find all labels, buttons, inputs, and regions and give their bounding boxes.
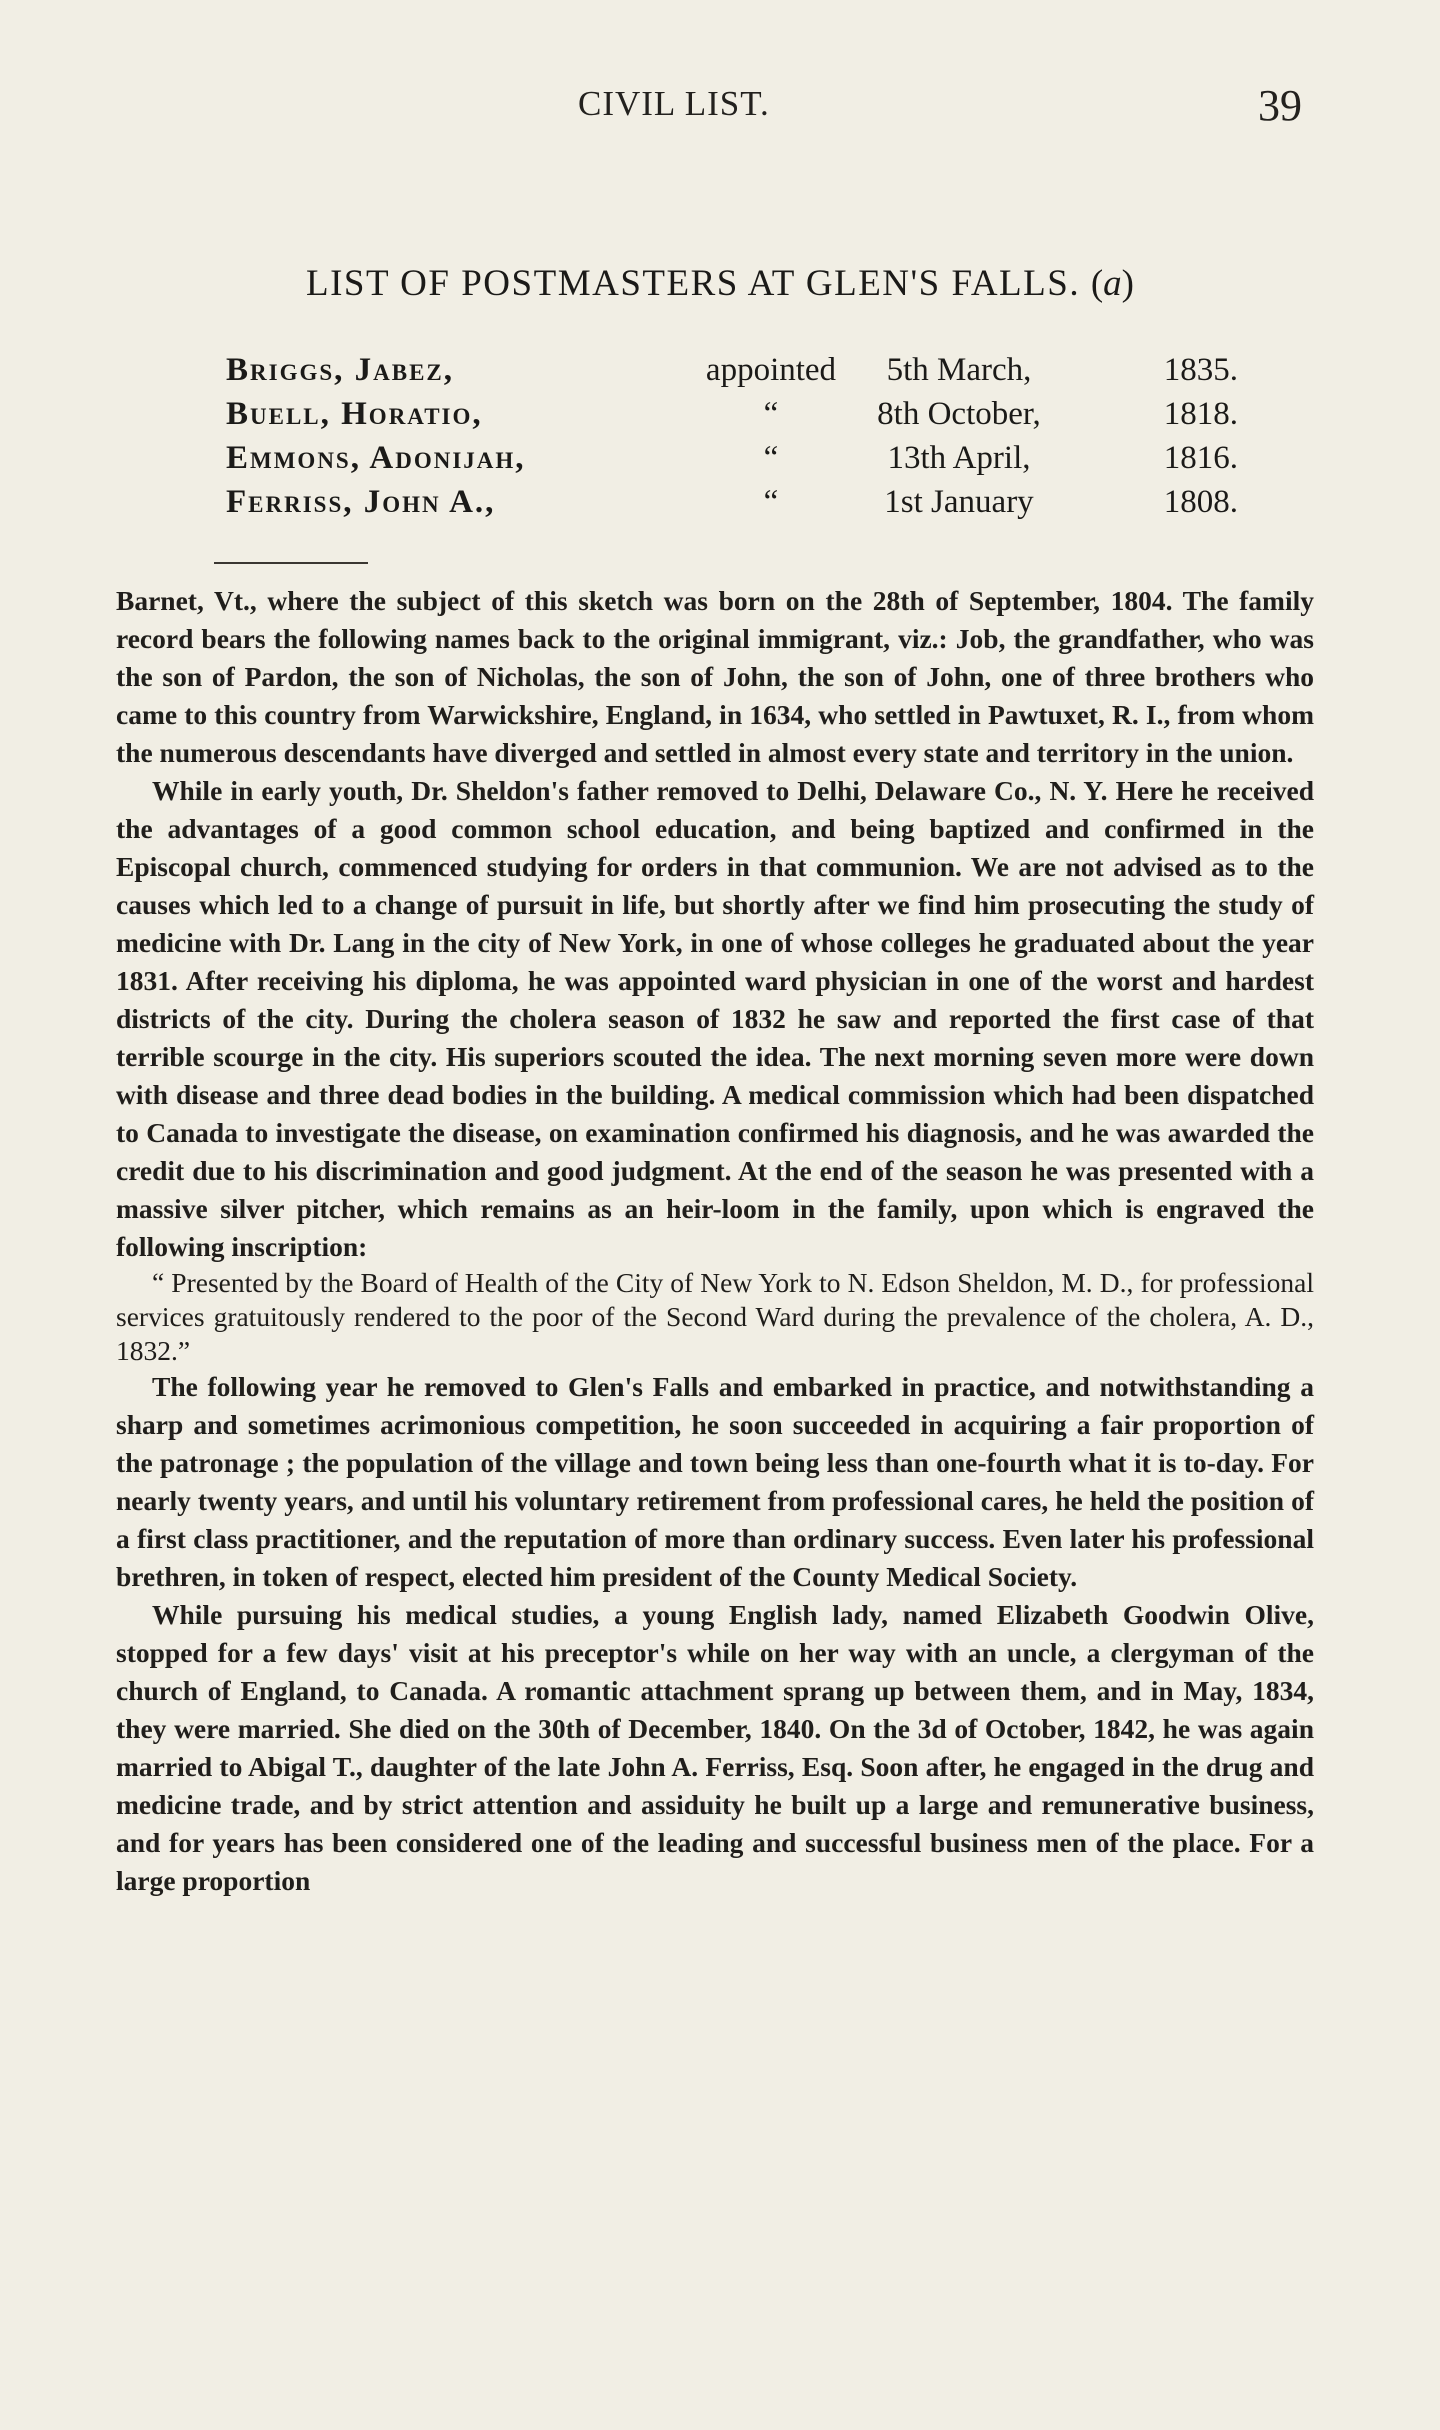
table-row [226, 396, 1246, 440]
paragraph: While in early youth, Dr. Sheldon's father removed to Delhi, Delaware Co., N. Y. Here he received the advantages of a good common school education, and being baptized and confirmed in the Episcopal church, commenced studying for orders in that communion. We are not advised as to the causes which led to a change of pursuit in life, but shortly after we find him prosecuting the study of medicine with Dr. Lang in the city of New York, in one of whose colleges he graduated about the year 1831. After receiving his diploma, he was appointed ward physician in one of the worst and hardest districts of the city. During the cholera season of 1832 he saw and reported the first case of that terrible scourge in the city. His superiors scouted the idea. The next morning seven more were down with disease and three dead bodies in the building. A medical commission which had been dispatched to Canada to investigate the disease, on examination confirmed his diagnosis, and he was awarded the credit due to his discrimination and good judgment. At the end of the season he was presented with a massive silver pitcher, which remains as an heir-loom in the family, upon which is engraved the following inscription: [116, 775, 1314, 1262]
footnote-letter: a [1103, 263, 1122, 304]
ditto-mark: “ [763, 396, 779, 432]
postmasters-table [226, 352, 1246, 528]
postmaster-name: Emmons, Adonijah, [226, 440, 526, 476]
appointment-year: 1816. [1163, 440, 1238, 476]
biography-text [116, 582, 1314, 1900]
appointment-year: 1808. [1163, 484, 1238, 520]
paragraph: Barnet, Vt., where the subject of this sketch was born on the 28th of September, 1804. The family record bears the following names back to the original immigrant, viz.: Job, the grandfather, who was the son of Pardon, the son of Nicholas, the son of John, the son of John, one of three brothers who came to this country from Warwickshire, England, in 1634, who settled in Pawtuxet, R. I., from whom the numerous descendants have diverged and settled in almost every state and territory in the union. [116, 585, 1314, 768]
appointed-label: appointed [705, 352, 837, 388]
postmaster-name: Briggs, Jabez, [226, 352, 455, 388]
postmasters-heading-text: LIST OF POSTMASTERS AT GLEN'S FALLS. [306, 263, 1081, 304]
appointment-year: 1818. [1163, 396, 1238, 432]
paragraph: While pursuing his medical studies, a young English lady, named Elizabeth Goodwin Olive, stopped for a few days' visit at his preceptor's while on her way with an uncle, a clergyman of the church of England, to Canada. A romantic attachment sprang up between them, and in May, 1834, they were married. She died on the 30th of December, 1840. On the 3d of October, 1842, he was again married to Abigal T., daughter of the late John A. Ferriss, Esq. Soon after, he engaged in the drug and medicine trade, and by strict attention and assiduity he built up a large and remunerative business, and for years has been considered one of the leading and successful business men of the place. For a large proportion [116, 1599, 1314, 1896]
table-row [226, 484, 1246, 528]
paragraph: The following year he removed to Glen's Falls and embarked in practice, and notwithstanding a sharp and sometimes acrimonious competition, he soon succeeded in acquiring a fair proportion of the patronage ; the population of the village and town being less than one-fourth what it is to-day. For nearly twenty years, and until his voluntary retirement from professional cares, he held the position of a first class practitioner, and the reputation of more than ordinary success. Even later his professional brethren, in token of respect, elected him president of the County Medical Society. [116, 1371, 1314, 1592]
page-number: 39 [1258, 81, 1302, 130]
running-head [0, 81, 1440, 144]
postmaster-name: Ferriss, John A., [226, 484, 496, 520]
footnote-divider [214, 562, 368, 564]
appointment-date: 8th October, [877, 396, 1041, 432]
postmaster-name: Buell, Horatio, [226, 396, 483, 432]
appointment-date: 5th March, [886, 352, 1032, 388]
footnote-marker: (a) [1090, 263, 1134, 304]
appointment-year: 1835. [1163, 352, 1238, 388]
ditto-mark: “ [763, 484, 779, 520]
postmasters-heading [0, 262, 1440, 305]
running-title: CIVIL LIST. [578, 84, 770, 123]
ditto-mark: “ [763, 440, 779, 476]
inscription-quote: “ Presented by the Board of Health of the City of New York to N. Edson Sheldon, M. D., for professional services gratuitously rendered to the poor of the Second Ward during the prevalence of the cholera, A. D., 1832.” [116, 1267, 1314, 1366]
table-row [226, 352, 1246, 396]
appointment-date: 1st January [884, 484, 1034, 520]
appointment-date: 13th April, [887, 440, 1031, 476]
table-row [226, 440, 1246, 484]
